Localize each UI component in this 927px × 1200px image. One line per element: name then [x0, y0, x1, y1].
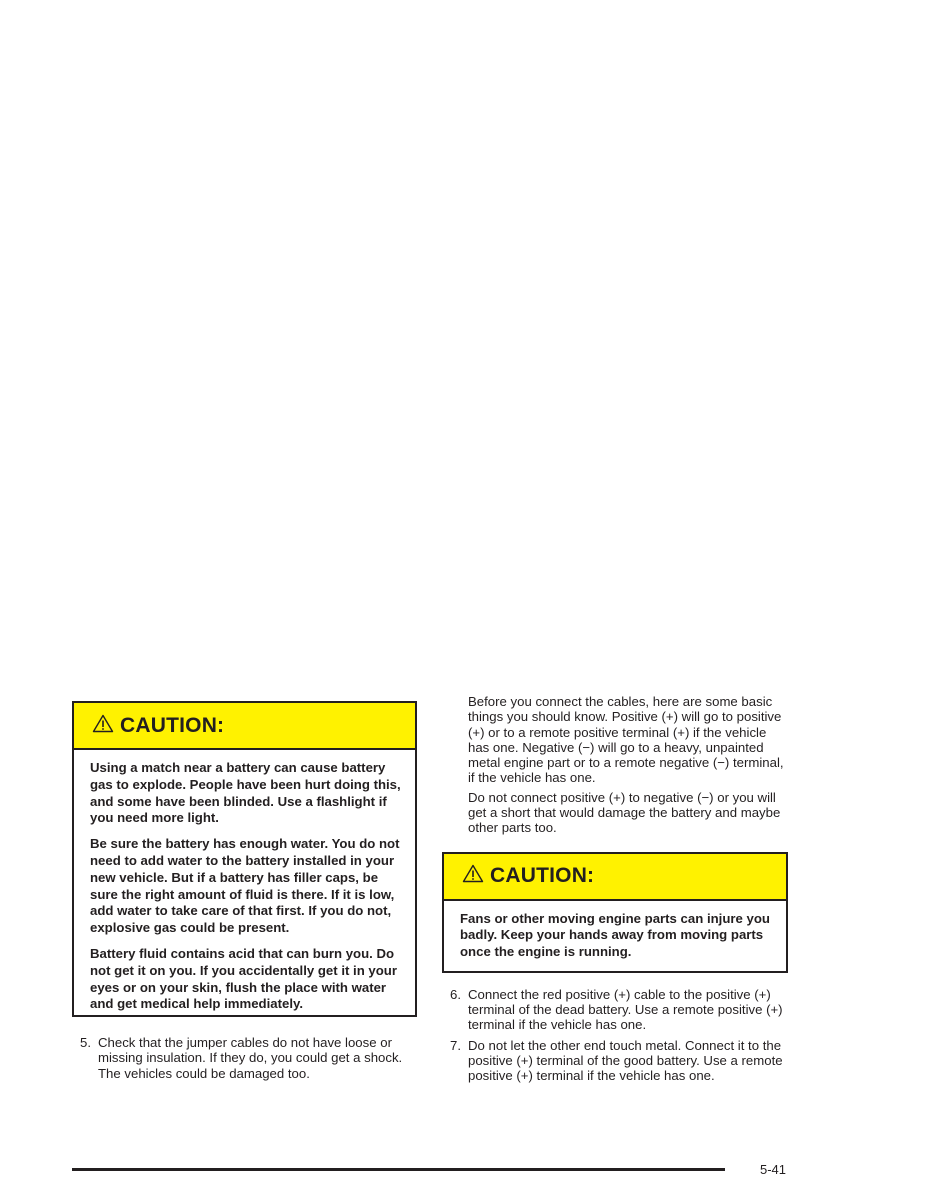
caution-title: CAUTION:	[490, 864, 595, 888]
caution-title: CAUTION:	[120, 713, 225, 737]
right-column	[442, 694, 788, 1088]
caution-header	[444, 854, 786, 901]
list-item	[442, 987, 788, 1033]
caution-paragraph: Be sure the battery has enough water. You do not need to add water to the battery installed in your new vehicle. But if a battery has filler caps, be sure the right amount of fluid is there. If it is low, add water to take care of that first. If you do not, explosive gas could be present.	[90, 836, 400, 936]
intro-text	[442, 694, 788, 836]
caution-box-battery	[72, 701, 417, 1017]
list-item	[72, 1035, 417, 1081]
caution-header	[74, 703, 415, 750]
step-number: 6.	[450, 986, 461, 1002]
intro-paragraph: Do not connect positive (+) to negative (−) or you will get a short that would damage the battery and maybe other parts too.	[468, 789, 781, 836]
left-column	[72, 701, 417, 1086]
caution-box-fans	[442, 852, 788, 973]
warning-triangle-icon	[92, 714, 114, 738]
step-text: Check that the jumper cables do not have loose or missing insulation. If they do, you could get a shock. The vehicles could be damaged too.	[98, 1035, 403, 1081]
step-text: Connect the red positive (+) cable to the positive (+) terminal of the dead battery. Use a remote positive (+) terminal if the vehicle has one.	[468, 986, 783, 1033]
warning-triangle-icon	[462, 864, 484, 888]
right-steps-list	[442, 987, 788, 1084]
list-item	[442, 1038, 788, 1084]
caution-paragraph: Using a match near a battery can cause battery gas to explode. People have been hurt doing this, and some have been blinded. Use a flashlight if you need more light.	[90, 760, 401, 826]
caution-paragraph: Battery fluid contains acid that can burn you. Do not get it on you. If you accidentally get it in your eyes or on your skin, flush the place with water and get medical help immediately.	[90, 945, 397, 1012]
step-number: 7.	[450, 1037, 461, 1053]
caution-body	[444, 901, 786, 971]
footer-rule	[72, 1168, 725, 1171]
intro-paragraph: Before you connect the cables, here are some basic things you should know. Positive (+) will go to positive (+) or to a remote positive terminal (+) if the vehicle has one. Negative (−) will go to a heavy, unpainted metal engine part or to a remote negative (−) terminal, if the vehicle has one.	[468, 694, 784, 786]
page-number: 5-41	[760, 1162, 787, 1177]
left-steps-list	[72, 1035, 417, 1081]
caution-body	[74, 750, 415, 1023]
step-text: Do not let the other end touch metal. Connect it to the positive (+) terminal of the good battery. Use a remote positive (+) terminal if the vehicle has one.	[468, 1037, 783, 1084]
step-number: 5.	[80, 1035, 91, 1050]
caution-paragraph: Fans or other moving engine parts can injure you badly. Keep your hands away from moving parts once the engine is running.	[460, 910, 770, 960]
